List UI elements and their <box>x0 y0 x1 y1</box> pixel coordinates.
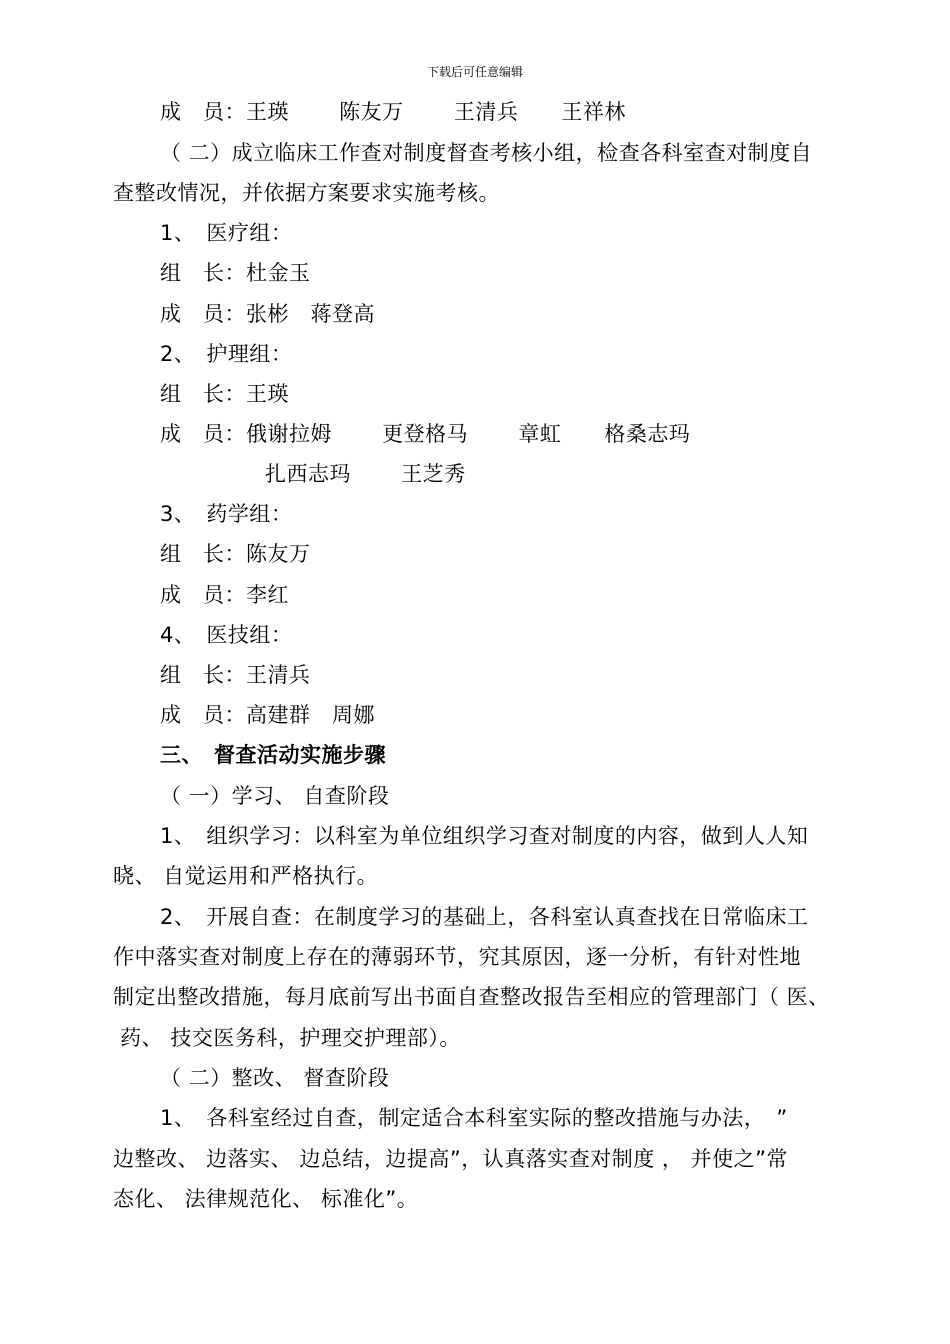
text-line-stage-2-title: （ 二）整改、 督查阶段 <box>160 1066 390 1090</box>
text-line-tech-leader: 组 长：王清兵 <box>160 663 311 687</box>
text-line-rectify: 1、 各科室经过自查，制定适合本科室实际的整改措施与办法， ” <box>160 1106 788 1130</box>
text-line-medical-group: 1、 医疗组： <box>160 221 293 245</box>
text-line-selfcheck-cont-1: 作中落实查对制度上存在的薄弱环节，究其原因，逐一分析，有针对性地 <box>113 945 801 969</box>
text-line-medical-members: 成 员：张彬 蒋登高 <box>160 302 375 326</box>
text-line-medical-leader: 组 长：杜金玉 <box>160 261 311 285</box>
text-line-nursing-members: 成 员：俄谢拉姆 更登格马 章虹 格桑志玛 <box>160 422 691 446</box>
text-line-section-2-cont: 查整改情况，并依据方案要求实施考核。 <box>113 181 500 205</box>
text-line-section-2-title: （ 二）成立临床工作查对制度督查考核小组，检查各科室查对制度自 <box>160 141 813 165</box>
section-heading-3: 三、 督查活动实施步骤 <box>160 743 386 767</box>
text-line-tech-members: 成 员：高建群 周娜 <box>160 703 375 727</box>
page-header: 下载后可任意编辑 <box>426 65 523 79</box>
text-line-nursing-members-cont: 扎西志玛 王芝秀 <box>265 462 466 486</box>
text-line-nursing-leader: 组 长：王瑛 <box>160 382 289 406</box>
text-line-tech-group: 4、 医技组： <box>160 623 293 647</box>
text-line-selfcheck-cont-2: 制定出整改措施，每月底前写出书面自查整改报告至相应的管理部门（ 医、 <box>113 985 830 1009</box>
text-line-pharmacy-leader: 组 长：陈友万 <box>160 542 311 566</box>
text-line-selfcheck: 2、 开展自查：在制度学习的基础上，各科室认真查找在日常临床工 <box>160 905 809 929</box>
text-line-members-leaders: 成 员：王瑛 陈友万 王清兵 王祥林 <box>160 100 626 124</box>
text-line-selfcheck-cont-3: 药、 技交医务科，护理交护理部）。 <box>113 1026 461 1050</box>
text-line-study: 1、 组织学习：以科室为单位组织学习查对制度的内容，做到人人知 <box>160 824 809 848</box>
text-line-rectify-cont-1: 边整改、 边落实、 边总结，边提高”，认真落实查对制度 ， 并使之”常 <box>113 1147 788 1171</box>
text-line-study-cont: 晓、 自觉运用和严格执行。 <box>113 864 379 888</box>
text-line-pharmacy-members: 成 员：李红 <box>160 583 289 607</box>
text-line-pharmacy-group: 3、 药学组： <box>160 502 293 526</box>
text-line-nursing-group: 2、 护理组： <box>160 342 293 366</box>
text-line-stage-1-title: （ 一）学习、 自查阶段 <box>160 784 390 808</box>
text-line-rectify-cont-2: 态化、 法律规范化、 标准化”。 <box>113 1187 419 1211</box>
